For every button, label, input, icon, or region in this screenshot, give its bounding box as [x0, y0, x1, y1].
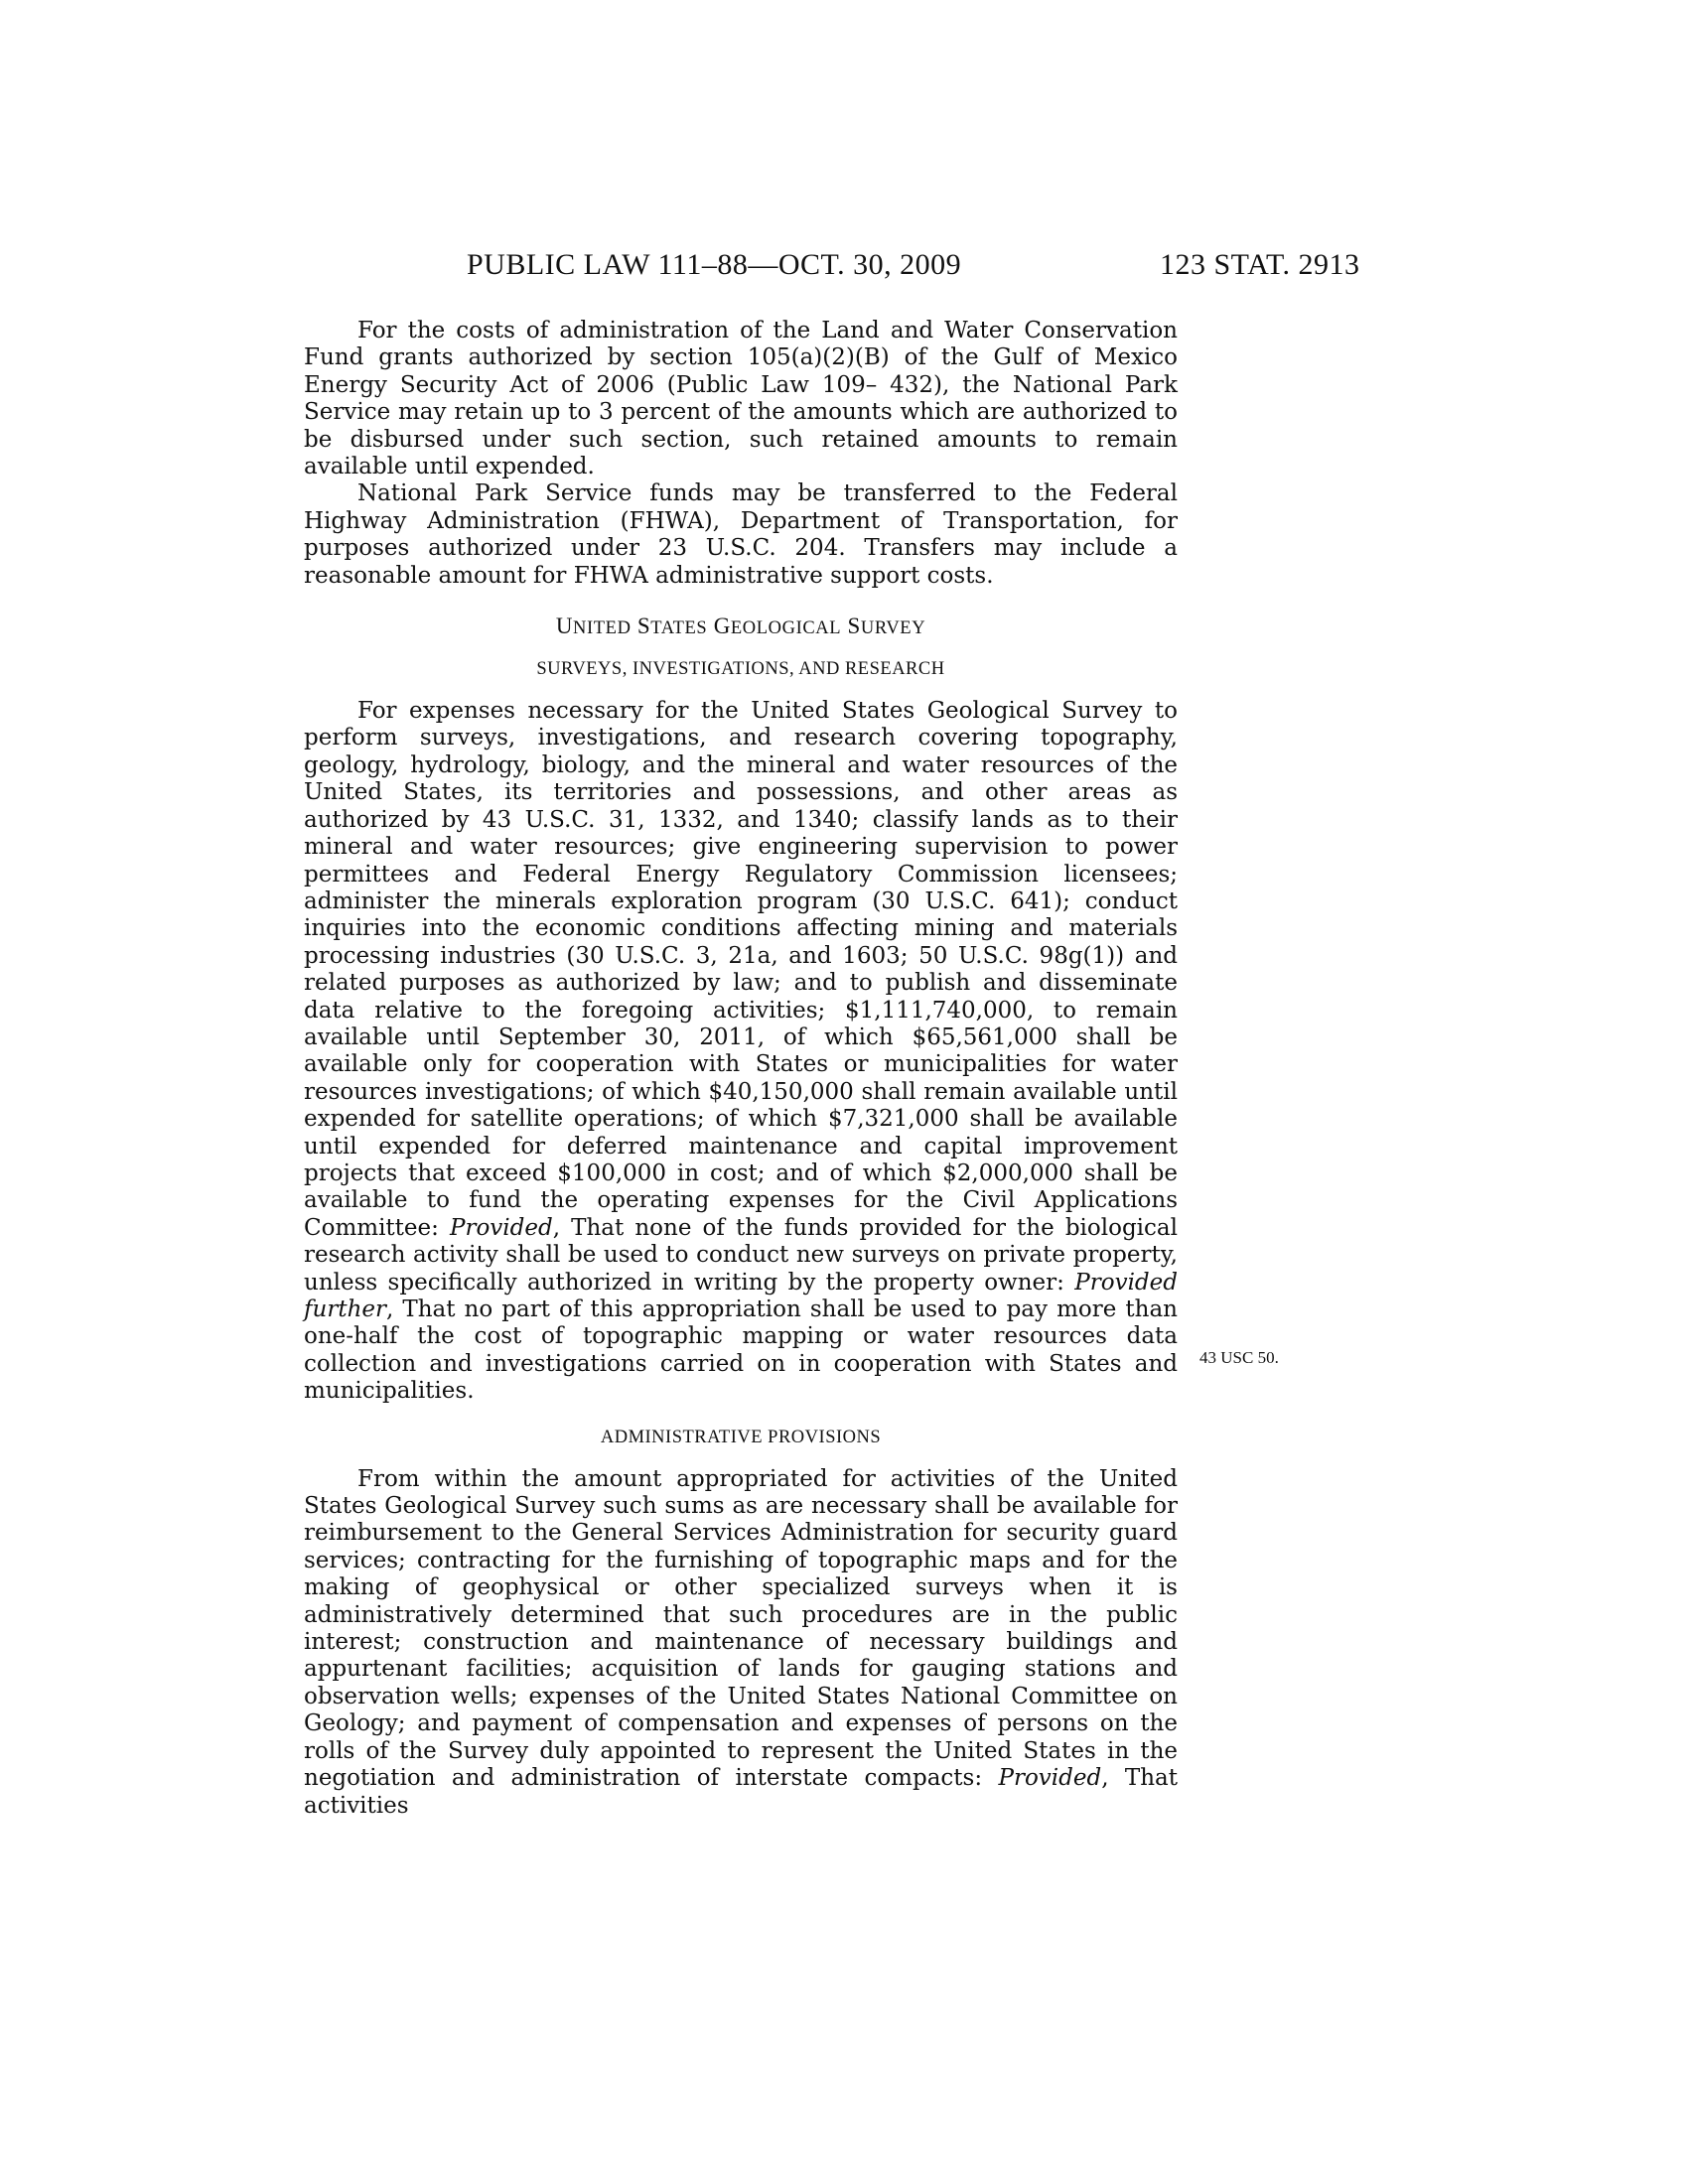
agency-heading: UNITED STATES GEOLOGICAL SURVEY — [555, 614, 926, 639]
paragraph-fhwa-transfer: National Park Service funds may be transferred to the Federal Highway Administration (FHWA), Department of Transportation, for purposes authorized under 23 U.S.C. 204. Transfers may include a reasonable amount for FHWA administrative support costs. — [304, 480, 1178, 589]
public-law-header: PUBLIC LAW 111–88—OCT. 30, 2009 — [467, 248, 962, 281]
paragraph-usgs-appropriation: For expenses necessary for the United States Geological Survey to perform surveys, investigations, and research covering topography, geology, hydrology, biology, and the mineral and water resources of the United States, its territories and possessions, and other areas as authorized by 43 U.S.C. 31, 1332, and 1340; classify lands as to their mineral and water resources; give engineering supervision to power permittees and Federal Energy Regulatory Commission licensees; administer the minerals exploration program (30 U.S.C. 641); conduct inquiries into the economic conditions affecting mining and materials processing industries (30 U.S.C. 3, 21a, and 1603; 50 U.S.C. 98g(1)) and related purposes as authorized by law; and to publish and disseminate data relative to the foregoing activities; $1,111,740,000, to remain available until September 30, 2011, of which $65,561,000 shall be available only for cooperation with States or municipalities for water resources investigations; of which $40,150,000 shall remain available until expended for satellite operations; of which $7,321,000 shall be available until expended for deferred maintenance and capital improvement projects that exceed $100,000 in cost; and of which $2,000,000 shall be available to fund the operating expenses for the Civil Applications Committee: Provided, That none of the funds provided for the biological research activity shall be used to conduct new surveys on private property, unless specifically authorized in writing by the property owner: Provided further, That no part of this appropriation shall be used to pay more than one-half the cost of topographic mapping or water resources data collection and investigations carried on in cooperation with States and municipalities. — [304, 698, 1178, 1405]
paragraph-lwcf-administration: For the costs of administration of the Land and Water Conservation Fund grants authorized by section 105(a)(2)(B) of the Gulf of Mexico Energy Security Act of 2006 (Public Law 109– 432), the National Park Service may retain up to 3 percent of the amounts which are authorized to be disbursed under such section, such retained amounts to remain available until expended. — [304, 318, 1178, 480]
administrative-provisions-heading: ADMINISTRATIVE PROVISIONS — [600, 1427, 882, 1447]
document-body — [304, 318, 1178, 1820]
statute-page-number: 123 STAT. 2913 — [1160, 248, 1360, 281]
paragraph-administrative-provisions: From within the amount appropriated for activities of the United States Geological Survey such sums as are necessary shall be available for reimbursement to the General Services Administration for security guard services; contracting for the furnishing of topographic maps and for the making of geophysical or other specialized surveys when it is administratively determined that such procedures are in the public interest; construction and maintenance of necessary buildings and appurtenant facilities; acquisition of lands for gauging stations and observation wells; expenses of the United States National Committee on Geology; and payment of compensation and expenses of persons on the rolls of the Survey duly appointed to represent the United States in the negotiation and administration of interstate compacts: Provided, That activities — [304, 1465, 1178, 1819]
margin-citation-note: 43 USC 50. — [1199, 1348, 1279, 1367]
account-heading: SURVEYS, INVESTIGATIONS, AND RESEARCH — [536, 659, 945, 680]
